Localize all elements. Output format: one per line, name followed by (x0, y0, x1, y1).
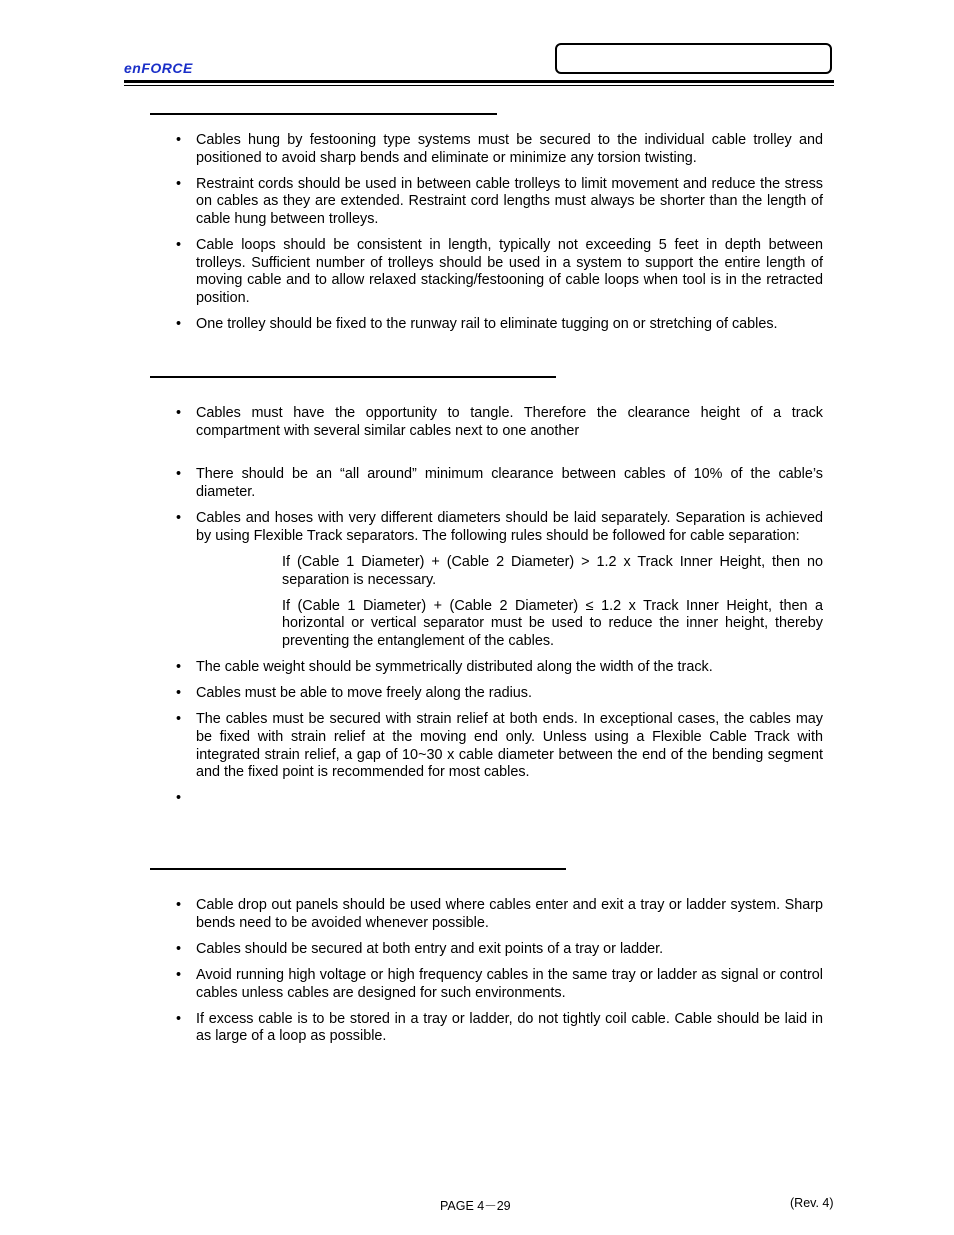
section-2-list (170, 405, 823, 790)
revision-label: (Rev. 4) (790, 1196, 834, 1210)
list-item (170, 405, 823, 458)
list-item: • Cables should be secured at both entry and exit points of a tray or ladder. (170, 941, 823, 959)
blank-line (196, 440, 823, 458)
header-title-box (555, 43, 832, 74)
section-2-heading-underline (150, 376, 556, 378)
section-1-heading-underline (150, 113, 497, 115)
list-item: • Cable loops should be consistent in length, typically not exceeding 5 feet in depth between trolleys. Sufficient number of trolleys should be used in a system to support the entire length of moving cable and to allow relaxed stacking/festooning of cable loops when tool is in the retracted position. (170, 237, 823, 307)
section-3-heading-underline (150, 868, 566, 870)
sub-rule-item: If (Cable 1 Diameter) + (Cable 2 Diameter) ≤ 1.2 x Track Inner Height, then a horizontal or vertical separator must be used to reduce the inner height, thereby preventing the entanglement of the cables. (282, 597, 823, 649)
list-item: • Restraint cords should be used in between cable trolleys to limit movement and reduce the stress on cables as they are extended. Restraint cord lengths must always be shorter than the length of cable hung between trolleys. (170, 176, 823, 229)
list-item: • The cable weight should be symmetrically distributed along the width of the track. (170, 659, 823, 677)
header-rule-thin (124, 85, 834, 86)
list-item: • One trolley should be fixed to the runway rail to eliminate tugging on or stretching of cables. (170, 316, 823, 334)
list-item: • The cables must be secured with strain relief at both ends. In exceptional cases, the cables may be fixed with strain relief at the moving end only. Unless using a Flexible Cable Track with integrated strain relief, a gap of 10~30 x cable diameter between the end of the bending segment and the fixed point is recommended for most cables. (170, 711, 823, 781)
header-rule-thick (124, 80, 834, 83)
list-item: • Cables must be able to move freely along the radius. (170, 685, 823, 703)
section-1-list (170, 132, 823, 342)
enforce-logo: enFORCE (124, 60, 193, 76)
section-3-list (170, 897, 823, 1055)
list-item: • There should be an “all around” minimum clearance between cables of 10% of the cable’s diameter. (170, 466, 823, 501)
list-item-text: Cables must have the opportunity to tangle. Therefore the clearance height of a track compartment with several similar cables next to one another (196, 405, 823, 439)
sub-rule-item: If (Cable 1 Diameter) + (Cable 2 Diameter) > 1.2 x Track Inner Height, then no separation is necessary. (282, 553, 823, 588)
list-item: • Cables hung by festooning type systems must be secured to the individual cable trolley and positioned to avoid sharp bends and eliminate or minimize any torsion twisting. (170, 132, 823, 167)
page-number: PAGE 4－29 (440, 1199, 511, 1213)
list-item: • Avoid running high voltage or high frequency cables in the same tray or ladder as signal or control cables unless cables are designed for such environments. (170, 967, 823, 1002)
list-item: • Cables and hoses with very different diameters should be laid separately. Separation is achieved by using Flexible Track separators. The following rules should be followed for cable separation: (170, 510, 823, 545)
list-item: • Cable drop out panels should be used where cables enter and exit a tray or ladder system. Sharp bends need to be avoided whenever possible. (170, 897, 823, 932)
list-item: • If excess cable is to be stored in a tray or ladder, do not tightly coil cable. Cable should be laid in as large of a loop as possible. (170, 1011, 823, 1046)
